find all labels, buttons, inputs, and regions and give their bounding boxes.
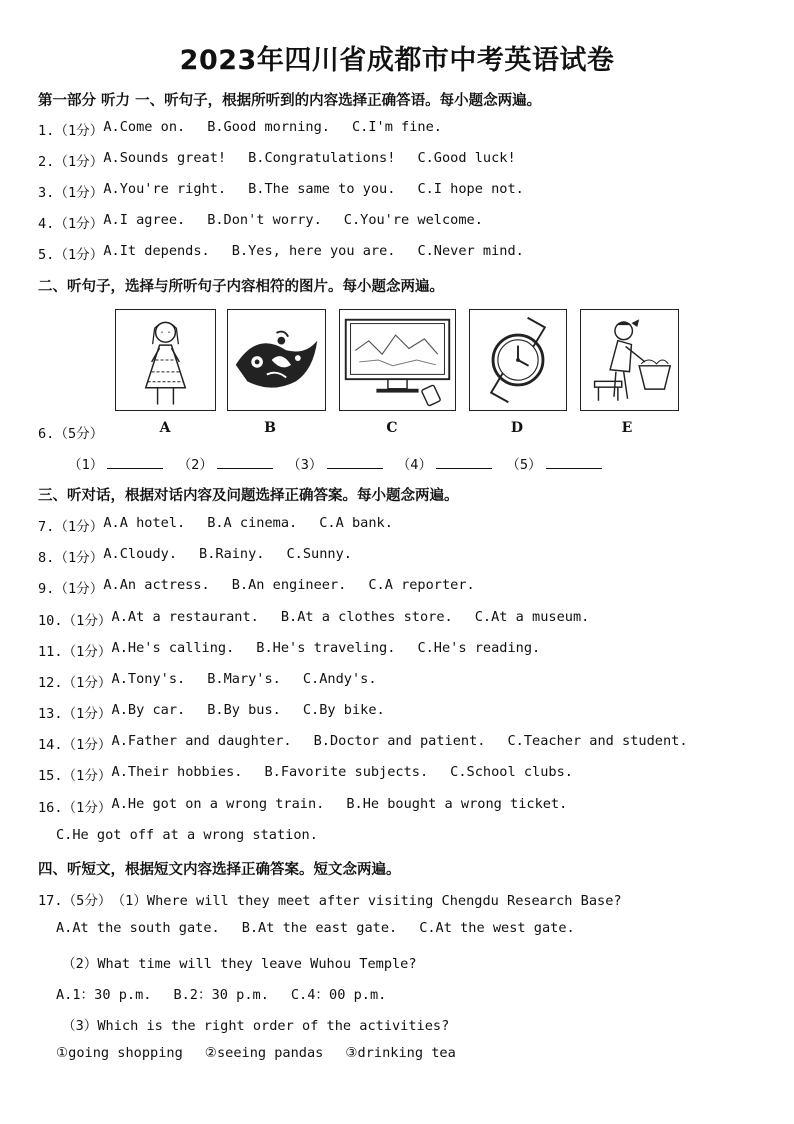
option-c[interactable]: C.You're welcome.	[343, 212, 483, 228]
option-c[interactable]: C.He's reading.	[417, 640, 541, 656]
question-number: 11.（1分）	[38, 644, 112, 660]
option-c[interactable]: C.At a museum.	[474, 609, 590, 625]
computer-monitor-icon	[340, 310, 455, 410]
option-b[interactable]: B.At a clothes store.	[280, 609, 453, 625]
option-c[interactable]: C.Never mind.	[417, 243, 524, 259]
blank-label-2: （2）	[177, 457, 213, 473]
question-1	[38, 119, 442, 139]
section-1-heading: 第一部分 听力 一、听句子，根据所听到的内容选择正确答语。每小题念两遍。	[38, 93, 542, 109]
question-13	[38, 702, 385, 722]
option-c[interactable]: C.At the west gate.	[419, 920, 575, 936]
option-c[interactable]: C.A bank.	[319, 515, 393, 531]
option-c[interactable]: C.By bike.	[302, 702, 385, 718]
option-c[interactable]: C.I hope not.	[417, 181, 524, 197]
option-b[interactable]: B.Doctor and patient.	[313, 733, 486, 749]
option-b[interactable]: B.The same to you.	[248, 181, 396, 197]
picture-b-paper-cut[interactable]	[227, 309, 326, 411]
picture-c-computer[interactable]	[339, 309, 456, 411]
picture-label-b: B	[264, 420, 276, 436]
option-a[interactable]: A.By car.	[111, 702, 186, 718]
activity-item-1: ①going shopping	[56, 1045, 183, 1061]
activity-item-3: ③drinking tea	[345, 1045, 456, 1061]
question-number: 14.（1分）	[38, 737, 112, 753]
option-a[interactable]: A.A hotel.	[103, 515, 186, 531]
section-4-heading: 四、听短文，根据短文内容选择正确答案。短文念两遍。	[38, 862, 401, 878]
sub-question-1: （1）Where will they meet after visiting Chengdu Research Base?	[111, 893, 622, 909]
option-c[interactable]: C.A reporter.	[368, 577, 475, 593]
option-a[interactable]: A.At a restaurant.	[111, 609, 259, 625]
question-15	[38, 764, 573, 784]
answer-blank-4[interactable]	[436, 454, 492, 469]
option-a[interactable]: A.Sounds great!	[103, 150, 227, 166]
question-number: 15.（1分）	[38, 768, 112, 784]
page-title: 2023年四川省成都市中考英语试卷	[179, 45, 615, 76]
answer-blank-5[interactable]	[546, 454, 602, 469]
blank-label-4: （4）	[396, 457, 433, 473]
blank-label-1: （1）	[68, 457, 104, 473]
question-number: 6.（5分）	[38, 426, 104, 442]
option-b[interactable]: B.Yes, here you are.	[231, 243, 396, 259]
option-b[interactable]: B.He's traveling.	[256, 640, 396, 656]
blank-label-5: （5）	[506, 457, 542, 473]
sub-question-3-items	[56, 1045, 456, 1061]
child-washing-icon	[581, 310, 678, 410]
question-9	[38, 577, 475, 597]
option-b[interactable]: B.Favorite subjects.	[264, 764, 429, 780]
sub-question-2-options	[56, 983, 386, 1003]
option-a[interactable]: A.Come on.	[103, 119, 186, 135]
answer-blank-2[interactable]	[217, 454, 273, 469]
option-a[interactable]: A.It depends.	[103, 243, 210, 259]
question-number: 13.（1分）	[38, 706, 112, 722]
option-a[interactable]: A.I agree.	[103, 212, 186, 228]
question-number: 4.（1分）	[38, 216, 104, 232]
option-c[interactable]: C.Teacher and student.	[507, 733, 688, 749]
option-a[interactable]: A.Their hobbies.	[111, 764, 243, 780]
question-3	[38, 181, 524, 201]
question-number: 12.（1分）	[38, 675, 112, 691]
option-b[interactable]: B.2：30 p.m.	[173, 987, 269, 1003]
option-c[interactable]: C.4：00 p.m.	[290, 987, 387, 1003]
option-a[interactable]: A.1：30 p.m.	[56, 987, 152, 1003]
option-c[interactable]: C.Andy's.	[302, 671, 377, 687]
picture-e-washing[interactable]	[580, 309, 679, 411]
option-b[interactable]: B.An engineer.	[231, 577, 347, 593]
picture-label-a: A	[159, 420, 171, 436]
sub-question-2: （2）What time will they leave Wuhou Temple?	[62, 956, 417, 972]
question-number: 1.（1分）	[38, 123, 104, 139]
picture-label-e: E	[621, 420, 633, 436]
option-b[interactable]: B.He bought a wrong ticket.	[346, 796, 568, 812]
question-2	[38, 150, 516, 170]
question-6	[38, 422, 103, 442]
option-c[interactable]: C.Good luck!	[417, 150, 516, 166]
option-b[interactable]: B.By bus.	[207, 702, 281, 718]
question-10	[38, 609, 589, 629]
picture-a-girl[interactable]	[115, 309, 216, 411]
option-b[interactable]: B.Good morning.	[207, 119, 330, 135]
option-c[interactable]: C.Sunny.	[286, 546, 352, 562]
option-b[interactable]: B.Don't worry.	[207, 212, 322, 228]
option-b[interactable]: B.A cinema.	[207, 515, 298, 531]
option-b[interactable]: B.Rainy.	[199, 546, 265, 562]
answer-blanks	[66, 453, 606, 473]
sub-question-3: （3）Which is the right order of the activities?	[62, 1018, 450, 1034]
option-a[interactable]: A.He got on a wrong train.	[111, 796, 325, 812]
option-b[interactable]: B.At the east gate.	[241, 920, 398, 936]
picture-label-d: D	[510, 420, 524, 436]
question-number: 8.（1分）	[38, 550, 104, 566]
option-b[interactable]: B.Congratulations!	[248, 150, 396, 166]
question-8	[38, 546, 352, 566]
girl-icon	[116, 310, 215, 410]
question-16	[38, 796, 567, 816]
question-5	[38, 243, 524, 263]
question-14	[38, 733, 688, 753]
option-a[interactable]: A.You're right.	[103, 181, 227, 197]
question-number: 2.（1分）	[38, 154, 104, 170]
option-a[interactable]: A.Tony's.	[111, 671, 186, 687]
question-12	[38, 671, 377, 691]
question-16-cont	[56, 827, 318, 843]
option-a[interactable]: A.He's calling.	[111, 640, 235, 656]
option-b[interactable]: B.Mary's.	[207, 671, 281, 687]
option-c[interactable]: C.He got off at a wrong station.	[56, 827, 318, 843]
watch-icon	[470, 310, 566, 410]
option-a[interactable]: A.An actress.	[103, 577, 210, 593]
picture-label-c: C	[386, 420, 398, 436]
section-2-heading: 二、听句子，选择与所听句子内容相符的图片。每小题念两遍。	[38, 279, 444, 295]
option-c[interactable]: C.School clubs.	[450, 764, 573, 780]
question-number: 7.（1分）	[38, 519, 104, 535]
question-number: 16.（1分）	[38, 800, 112, 816]
answer-blank-3[interactable]	[327, 454, 383, 469]
question-11	[38, 640, 540, 660]
option-a[interactable]: A.At the south gate.	[56, 920, 220, 936]
paper-cut-fish-icon	[228, 310, 325, 410]
activity-item-2: ②seeing pandas	[204, 1045, 324, 1061]
question-17	[38, 889, 622, 909]
question-number: 5.（1分）	[38, 247, 104, 263]
option-a[interactable]: A.Cloudy.	[103, 546, 178, 562]
option-c[interactable]: C.I'm fine.	[351, 119, 442, 135]
question-number: 17.（5分）	[38, 893, 112, 909]
question-number: 9.（1分）	[38, 581, 104, 597]
option-a[interactable]: A.Father and daughter.	[111, 733, 292, 749]
picture-d-watch[interactable]	[469, 309, 567, 411]
section-3-heading: 三、听对话，根据对话内容及问题选择正确答案。每小题念两遍。	[38, 488, 459, 504]
question-4	[38, 212, 483, 232]
question-7	[38, 515, 393, 535]
answer-blank-1[interactable]	[107, 454, 163, 469]
question-number: 3.（1分）	[38, 185, 104, 201]
blank-label-3: （3）	[287, 457, 323, 473]
sub-question-1-options	[56, 920, 575, 936]
question-number: 10.（1分）	[38, 613, 112, 629]
